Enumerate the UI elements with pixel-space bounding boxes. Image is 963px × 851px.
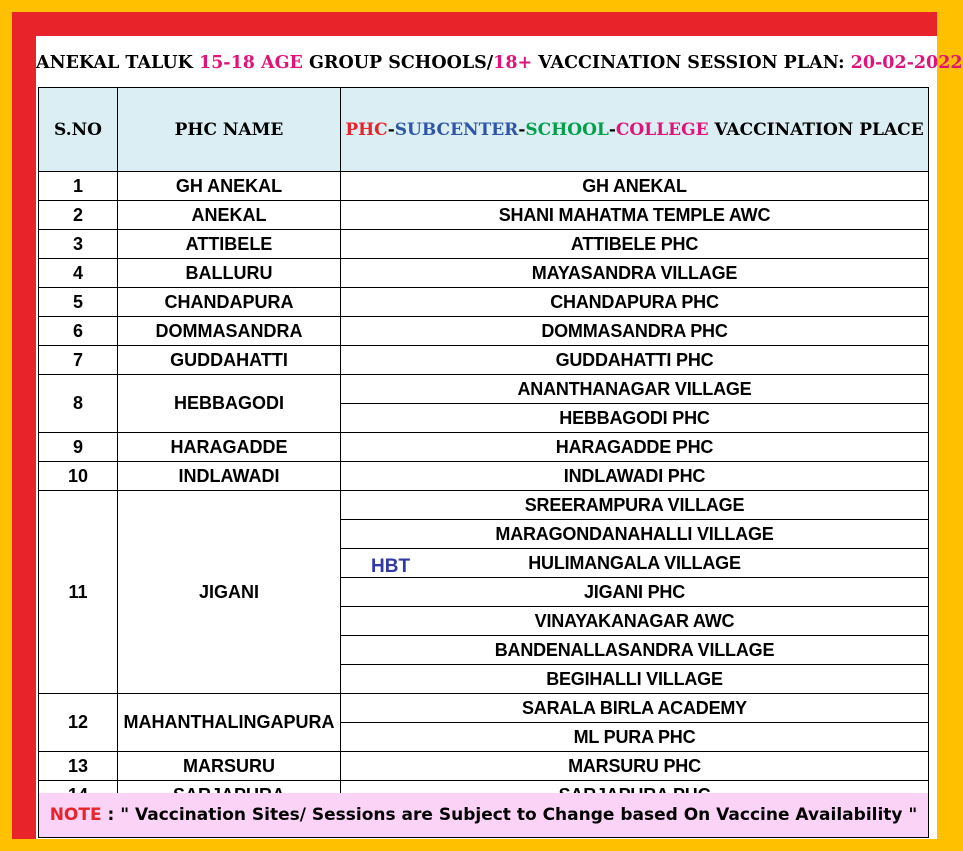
- page-title: [36, 46, 963, 80]
- cell-vaccination-place: DOMMASANDRA PHC: [341, 317, 929, 346]
- note-label: NOTE: [49, 805, 102, 825]
- table-row: [39, 752, 929, 781]
- cell-phc-name: INDLAWADI: [118, 462, 341, 491]
- table-row: [39, 433, 929, 462]
- cell-vaccination-place: ML PURA PHC: [341, 723, 929, 752]
- cell-phc-name: HEBBAGODI: [118, 375, 341, 433]
- table-row: [39, 491, 929, 520]
- cell-phc-name: BALLURU: [118, 259, 341, 288]
- cell-sno: 4: [39, 259, 118, 288]
- header-dash: -: [387, 119, 395, 140]
- watermark-hbt: HBT: [371, 556, 411, 577]
- title-part1: ANEKAL TALUK: [36, 53, 199, 73]
- table-row: [39, 201, 929, 230]
- header-phc: PHC: [345, 119, 388, 140]
- table-row: [39, 230, 929, 259]
- red-border: [12, 12, 963, 839]
- header-sno: S.NO: [39, 88, 118, 172]
- header-place-rest: VACCINATION PLACE: [708, 119, 924, 140]
- cell-vaccination-place: INDLAWADI PHC: [341, 462, 929, 491]
- cell-sno: 8: [39, 375, 118, 433]
- vaccination-table: [38, 87, 929, 810]
- cell-sno: 3: [39, 230, 118, 259]
- header-subcenter: SUBCENTER: [394, 119, 519, 140]
- header-school: SCHOOL: [525, 119, 609, 140]
- cell-sno: 5: [39, 288, 118, 317]
- cell-vaccination-place: MARSURU PHC: [341, 752, 929, 781]
- cell-vaccination-place: VINAYAKANAGAR AWC: [341, 607, 929, 636]
- header-vaccination-place: [341, 88, 929, 172]
- cell-sno: 10: [39, 462, 118, 491]
- cell-vaccination-place: HARAGADDE PHC: [341, 433, 929, 462]
- cell-phc-name: MARSURU: [118, 752, 341, 781]
- cell-phc-name: JIGANI: [118, 491, 341, 694]
- cell-vaccination-place: JIGANI PHC: [341, 578, 929, 607]
- table-row: [39, 346, 929, 375]
- document-sheet: [36, 36, 963, 839]
- cell-vaccination-place: HEBBAGODI PHC: [341, 404, 929, 433]
- cell-vaccination-place: MARAGONDANAHALLI VILLAGE: [341, 520, 929, 549]
- cell-sno: 2: [39, 201, 118, 230]
- title-date: 20-02-2022: [850, 53, 963, 73]
- cell-vaccination-place: BANDENALLASANDRA VILLAGE: [341, 636, 929, 665]
- cell-phc-name: ATTIBELE: [118, 230, 341, 259]
- cell-vaccination-place: HULIMANGALA VILLAGE: [341, 549, 929, 578]
- table-row: [39, 172, 929, 201]
- cell-vaccination-place: ANANTHANAGAR VILLAGE: [341, 375, 929, 404]
- header-dash: -: [608, 119, 616, 140]
- table-row: [39, 317, 929, 346]
- header-dash: -: [518, 119, 526, 140]
- cell-sno: 6: [39, 317, 118, 346]
- cell-vaccination-place: MAYASANDRA VILLAGE: [341, 259, 929, 288]
- header-phc-name: PHC NAME: [118, 88, 341, 172]
- cell-phc-name: MAHANTHALINGAPURA: [118, 694, 341, 752]
- table-body: [39, 172, 929, 810]
- title-age-group: 15-18 AGE: [198, 53, 303, 73]
- cell-vaccination-place: SHANI MAHATMA TEMPLE AWC: [341, 201, 929, 230]
- cell-sno: 7: [39, 346, 118, 375]
- cell-sno: 1: [39, 172, 118, 201]
- cell-vaccination-place: GUDDAHATTI PHC: [341, 346, 929, 375]
- table-row: [39, 694, 929, 723]
- cell-phc-name: GUDDAHATTI: [118, 346, 341, 375]
- table-row: [39, 288, 929, 317]
- cell-phc-name: CHANDAPURA: [118, 288, 341, 317]
- cell-vaccination-place: SREERAMPURA VILLAGE: [341, 491, 929, 520]
- table-header-row: [39, 88, 929, 172]
- cell-phc-name: DOMMASANDRA: [118, 317, 341, 346]
- cell-vaccination-place: ATTIBELE PHC: [341, 230, 929, 259]
- note-banner: [38, 793, 929, 838]
- header-college: COLLEGE: [615, 119, 709, 140]
- cell-phc-name: HARAGADDE: [118, 433, 341, 462]
- table-row: [39, 462, 929, 491]
- title-part2: GROUP SCHOOLS/: [302, 53, 494, 73]
- note-text: : " Vaccination Sites/ Sessions are Subject to Change based On Vaccine Availability ": [101, 805, 918, 825]
- cell-vaccination-place: CHANDAPURA PHC: [341, 288, 929, 317]
- cell-phc-name: ANEKAL: [118, 201, 341, 230]
- title-part3: VACCINATION SESSION PLAN:: [532, 53, 851, 73]
- cell-sno: 13: [39, 752, 118, 781]
- title-adult-group: 18+: [493, 53, 533, 73]
- cell-sno: 9: [39, 433, 118, 462]
- table-row: [39, 375, 929, 404]
- cell-vaccination-place: BEGIHALLI VILLAGE: [341, 665, 929, 694]
- table-row: [39, 259, 929, 288]
- cell-sno: 12: [39, 694, 118, 752]
- cell-vaccination-place: SARALA BIRLA ACADEMY: [341, 694, 929, 723]
- cell-vaccination-place: GH ANEKAL: [341, 172, 929, 201]
- cell-phc-name: GH ANEKAL: [118, 172, 341, 201]
- cell-sno: 11: [39, 491, 118, 694]
